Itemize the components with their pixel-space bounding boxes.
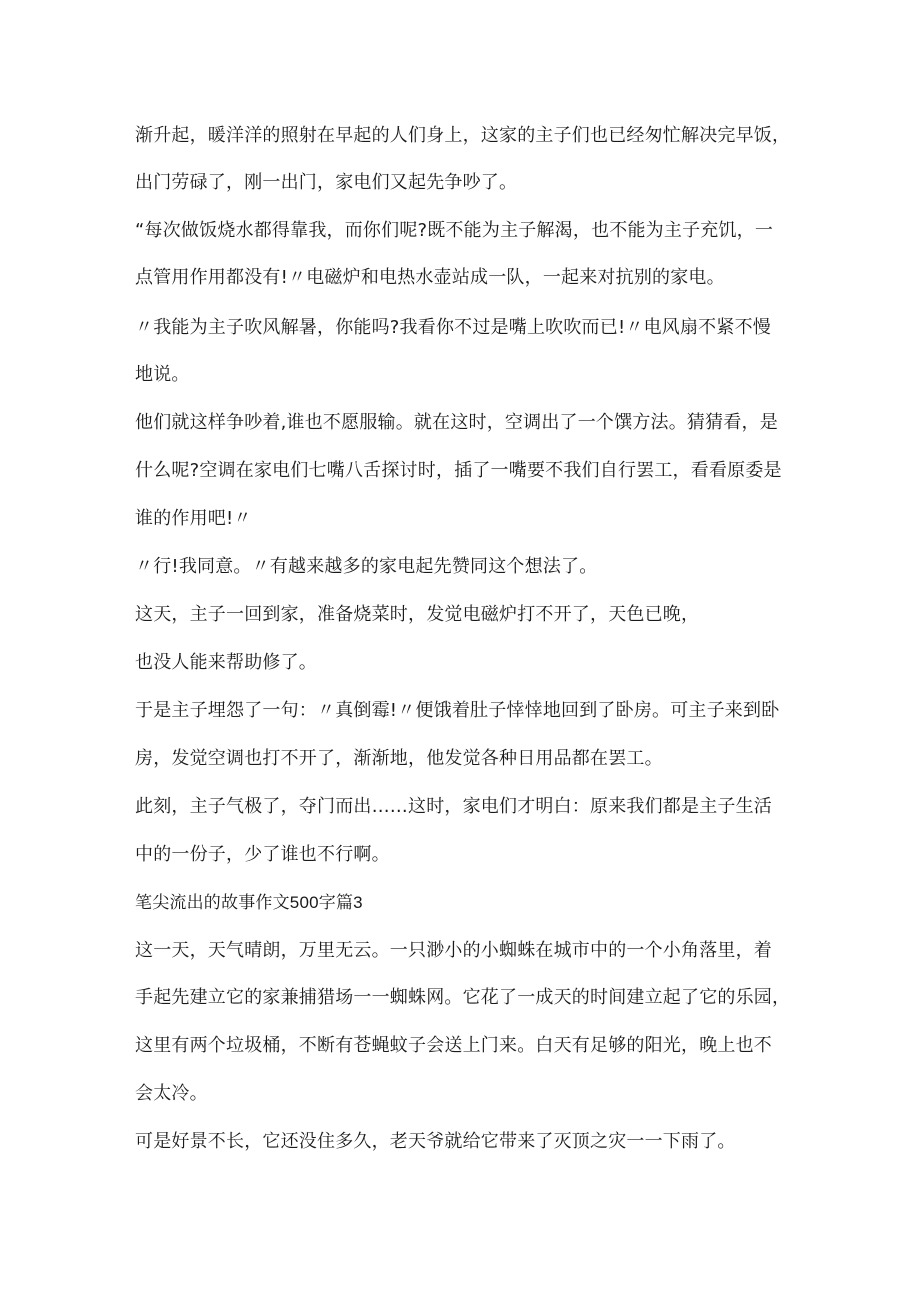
text-line: 也没人能来帮助修了。 — [135, 652, 317, 673]
text-line: 地说。 — [135, 364, 190, 385]
text-line: 会太冷。 — [135, 1083, 208, 1104]
text-line: 房，发觉空调也打不开了，渐渐地，他发觉各种日用品都在罢工。 — [135, 748, 663, 769]
text-line: 出门劳碌了，刚一出门，家电们又起先争吵了。 — [135, 172, 518, 193]
text-line: 谁的作用吧!〃 — [135, 508, 252, 529]
text-line: 中的一份子，少了谁也不行啊。 — [135, 844, 390, 865]
text-line: 手起先建立它的家兼捕猎场一一蜘蛛网。它花了一成天的时间建立起了它的乐园， — [135, 987, 791, 1008]
text-line: 这一天，天气晴朗，万里无云。一只渺小的小蜘蛛在城市中的一个小角落里，着 — [135, 940, 772, 961]
text-line: 这天，主子一回到家，准备烧菜时，发觉电磁炉打不开了，天色已晚， — [135, 604, 700, 625]
text-line: 什么呢?空调在家电们七嘴八舌探讨时，插了一嘴要不我们自行罢工，看看原委是 — [135, 460, 782, 481]
text-line: 渐升起，暖洋洋的照射在早起的人们身上，这家的主子们也已经匆忙解决完早饭， — [135, 125, 791, 146]
text-line: 点管用作用都没有!〃电磁炉和电热水壶站成一队，一起来对抗别的家电。 — [135, 267, 725, 288]
text-line: 这里有两个垃圾桶，不断有苍蝇蚊子会送上门来。白天有足够的阳光，晚上也不 — [135, 1035, 772, 1056]
text-line: 可是好景不长，它还没住多久，老天爷就给它带来了灭顶之灾一一下雨了。 — [135, 1131, 736, 1152]
text-line: 他们就这样争吵着,谁也不愿服输。就在这时，空调出了一个馔方法。猜猜看，是 — [135, 412, 778, 433]
text-line: 于是主子埋怨了一句：〃真倒霉!〃便饿着肚子悻悻地回到了卧房。可主子来到卧 — [135, 700, 780, 721]
text-line: 此刻，主子气极了，夺门而出……这时，家电们才明白：原来我们都是主子生活 — [135, 796, 772, 817]
text-line: “每次做饭烧水都得靠我，而你们呢?既不能为主子解渴，也不能为主子充饥，一 — [135, 220, 774, 241]
section-heading: 笔尖流出的故事作文500字篇3 — [135, 893, 363, 912]
text-line: 〃行!我同意。〃有越来越多的家电起先赞同这个想法了。 — [135, 556, 598, 577]
text-line: 〃我能为主子吹风解暑，你能吗?我看你不过是嘴上吹吹而已!〃电风扇不紧不慢 — [135, 317, 771, 338]
